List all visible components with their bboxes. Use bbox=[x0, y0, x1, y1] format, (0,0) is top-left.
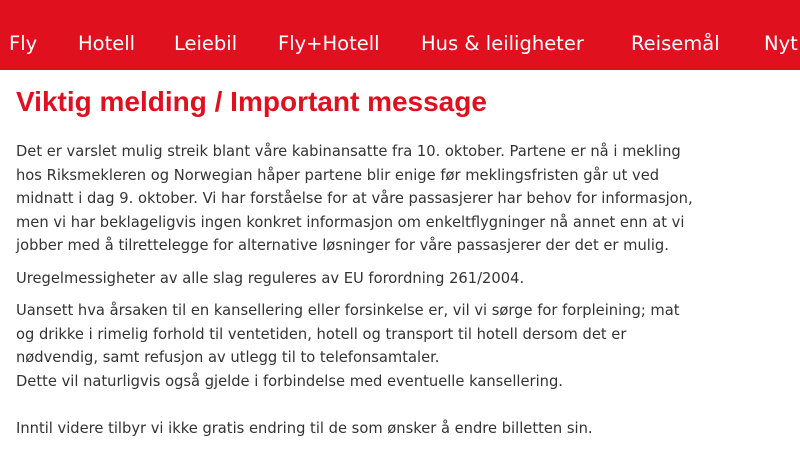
message-body bbox=[16, 140, 800, 440]
message-line: og drikke i rimelig forhold til ventetiden, hotell og transport til hotell dersom det er bbox=[16, 325, 627, 343]
page-title: Viktig melding / Important message bbox=[16, 86, 487, 117]
message-line: hos Riksmekleren og Norwegian håper partene blir enige før meklingsfristen går ut ved bbox=[16, 166, 660, 184]
nav-item-hotell[interactable]: Hotell bbox=[78, 32, 136, 55]
message-line: nødvendig, samt refusjon av utlegg til to telefonsamtaler. bbox=[16, 349, 440, 366]
message-line: jobber med å tilrettelegge for alternative løsninger for våre passasjerer der det er mulig. bbox=[16, 237, 669, 254]
message-paragraph-changes bbox=[16, 417, 800, 441]
nav-item-fly[interactable]: Fly bbox=[9, 32, 38, 55]
message-line: Uregelmessigheter av alle slag reguleres av EU forordning 261/2004. bbox=[16, 269, 525, 287]
top-navigation-bar bbox=[0, 0, 800, 70]
nav-item-fly-hotell[interactable]: Fly+Hotell bbox=[278, 32, 380, 55]
message-line: Det er varslet mulig streik blant våre kabinansatte fra 10. oktober. Partene er nå i mekling bbox=[16, 143, 681, 160]
message-paragraph-care bbox=[16, 299, 800, 393]
message-line: midnatt i dag 9. oktober. Vi har forståelse for at våre passasjerer har behov for informasjon, bbox=[16, 190, 693, 207]
message-line: Dette vil naturligvis også gjelde i forbindelse med eventuelle kansellering. bbox=[16, 372, 563, 390]
message-line: Uansett hva årsaken til en kansellering eller forsinkelse er, vil vi sørge for forpleining; mat bbox=[16, 302, 680, 319]
message-paragraph-regulation bbox=[16, 267, 800, 291]
nav-item-leiebil[interactable]: Leiebil bbox=[174, 32, 238, 55]
message-paragraph-strike bbox=[16, 140, 800, 258]
nav-item-reisemal[interactable]: Reisemål bbox=[631, 32, 720, 55]
message-line: Inntil videre tilbyr vi ikke gratis endring til de som ønsker å endre billetten sin. bbox=[16, 419, 593, 437]
nav-item-hus-leiligheter[interactable]: Hus & leiligheter bbox=[421, 32, 584, 55]
message-line: men vi har beklageligvis ingen konkret informasjon om enkeltflygninger nå annet enn at vi bbox=[16, 213, 685, 231]
nav-item-nyt[interactable]: Nyt bbox=[764, 32, 798, 55]
